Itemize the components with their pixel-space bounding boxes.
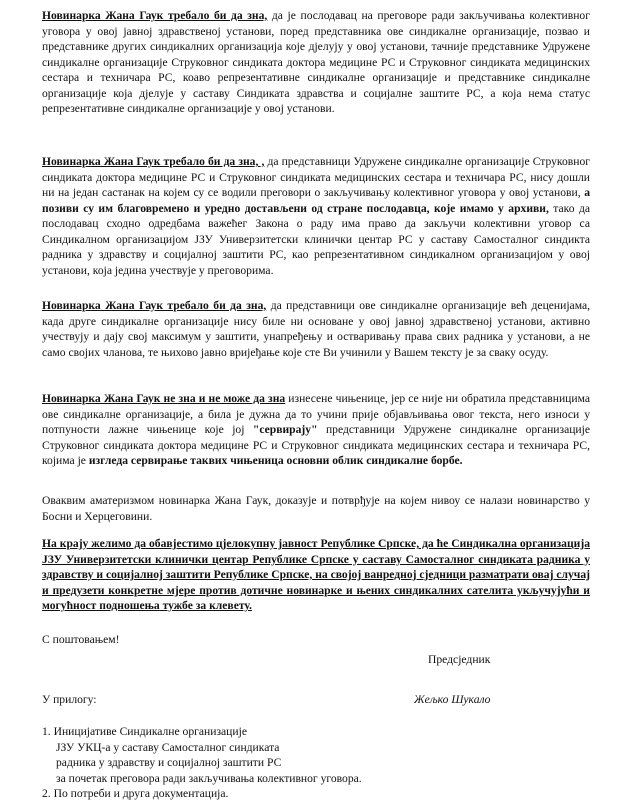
paragraph-5 — [42, 493, 590, 524]
closing-greeting: С поштовањем! — [42, 633, 120, 646]
signatory-role: Предсједник — [428, 653, 491, 666]
paragraph-5-text: Оваквим аматеризмом новинарка Жана Гаук, доказује и потврђује на којем нивоу се налази новинарство у Босни и Херцеговини. — [42, 494, 590, 523]
paragraph-1-lead: Новинарка Жана Гаук требало би да зна, — [42, 9, 268, 22]
paragraph-4-lead: Новинарка Жана Гаук не зна и не може да зна — [42, 392, 286, 405]
paragraph-6-text: На крају желимо да обавјестимо цјелокупну јавност Републике Српске, да ће Синдикална организација ЈЗУ Универзитетски клинички центар Републике Српске у саставу Самосталног синдиката радника у здравству и социјалној заштити Републике Српске, на својој ванредној сједници разматрати овај случај и предузети конкретне мјере против дотичне новинарке и њених синдикалних сателита укључујући и могућност подношења тужбе за клевету. — [42, 537, 590, 612]
attachment-list — [42, 724, 590, 802]
paragraph-2-lead: Новинарка Жана Гаук требало би да зна, , — [42, 155, 265, 168]
paragraph-3-text: да представници ове синдикалне организације већ деценијама, када друге синдикалне организације нису биле ни основане у овој јавној здравственој установи, активно учествују и дају свој максимум у заштити, унапређењу и остваривању права свих радника у установи, а не само својих чланова, те њихово јавно вријеђање које сте Ви учинили у Вашем тексту је за сваку осуду. — [42, 299, 590, 359]
attachment-item: за почетак преговора ради закључивања колективног уговора. — [56, 771, 362, 785]
paragraph-2-text-1: да представници Удружене синдикалне организације Струковног синдиката доктора медицине РС и Струковног синдиката медицинских сестара и техничара РС, нису дошли ни на један састанак на којем су се водили преговори о закључивању колективног уговора у овој установи, — [42, 155, 590, 199]
paragraph-3 — [42, 298, 590, 360]
signatory-name: Жељко Шукало — [414, 693, 491, 706]
paragraph-4-text-2: представници Удружене синдикалне организације Струковног синдиката доктора медицине РС и Струковног синдиката медицинских сестара и техничара РС, којима је — [42, 423, 590, 467]
paragraph-4-quote: "сервирају" — [252, 423, 318, 436]
paragraph-6 — [42, 536, 590, 614]
paragraph-4 — [42, 391, 590, 469]
paragraph-4-text-1: изнесене чињенице, јер се није ни обратила представницима ове синдикалне организације, а била је дужна да то учини прије објављивања овог текста, него износи у потпуности лажне чињенице које јој — [42, 392, 590, 436]
attachment-label: У прилогу: — [42, 693, 97, 706]
paragraph-4-bold: изгледа сервирање таквих чињеница основни облик синдикалне борбе. — [88, 454, 463, 467]
attachment-item: 1. Иницијативе Синдикалне организације — [42, 725, 247, 738]
paragraph-2-text-2: тако да послодавац сходно одредбама важећег Закона о раду има право да закључи колективни уговор са Синдикалном организацијом ЈЗУ Универзитетски клинички центар РС у саставу Самосталног синдикта радника у здравству и социјалној заштити РС, као репрезентативном синдикалном организацијом у овој установи, која једина учествује у преговорима. — [42, 201, 590, 277]
paragraph-2-bold: а позиви су им благовремено и уредно достављени од стране послодавца, које имамо у архиви, — [42, 186, 590, 215]
paragraph-3-lead: Новинарка Жана Гаук требало би да зна, — [42, 299, 267, 312]
attachment-item: 2. По потреби и друга документација. — [42, 787, 229, 800]
paragraph-2 — [42, 154, 590, 278]
attachment-item: ЈЗУ УКЦ-а у саставу Самосталног синдиката — [56, 740, 280, 754]
paragraph-1-text: да је послодавац на преговоре ради закључивања колективног уговора у овој јавној здравственој установи, поред представника ове синдикалне организације, позвао и представнике других синдикалних организација које дјелују у овој установи, тачније представнике Удружене синдикалне организације Струковног синдиката доктора медицине РС и Струковног синдиката медицинских сестара и техничара РС, коаво репрезентативне синдикалне организације и представнике синдикалне организације која дјелује у саставу Синдиката здравства и социјалне заштите РС, а која нема статус репрезентативне синдикалне организације у овој установи. — [42, 9, 590, 115]
paragraph-1 — [42, 8, 590, 117]
attachment-item: радника у здравству и социјалној заштити РС — [56, 756, 282, 769]
